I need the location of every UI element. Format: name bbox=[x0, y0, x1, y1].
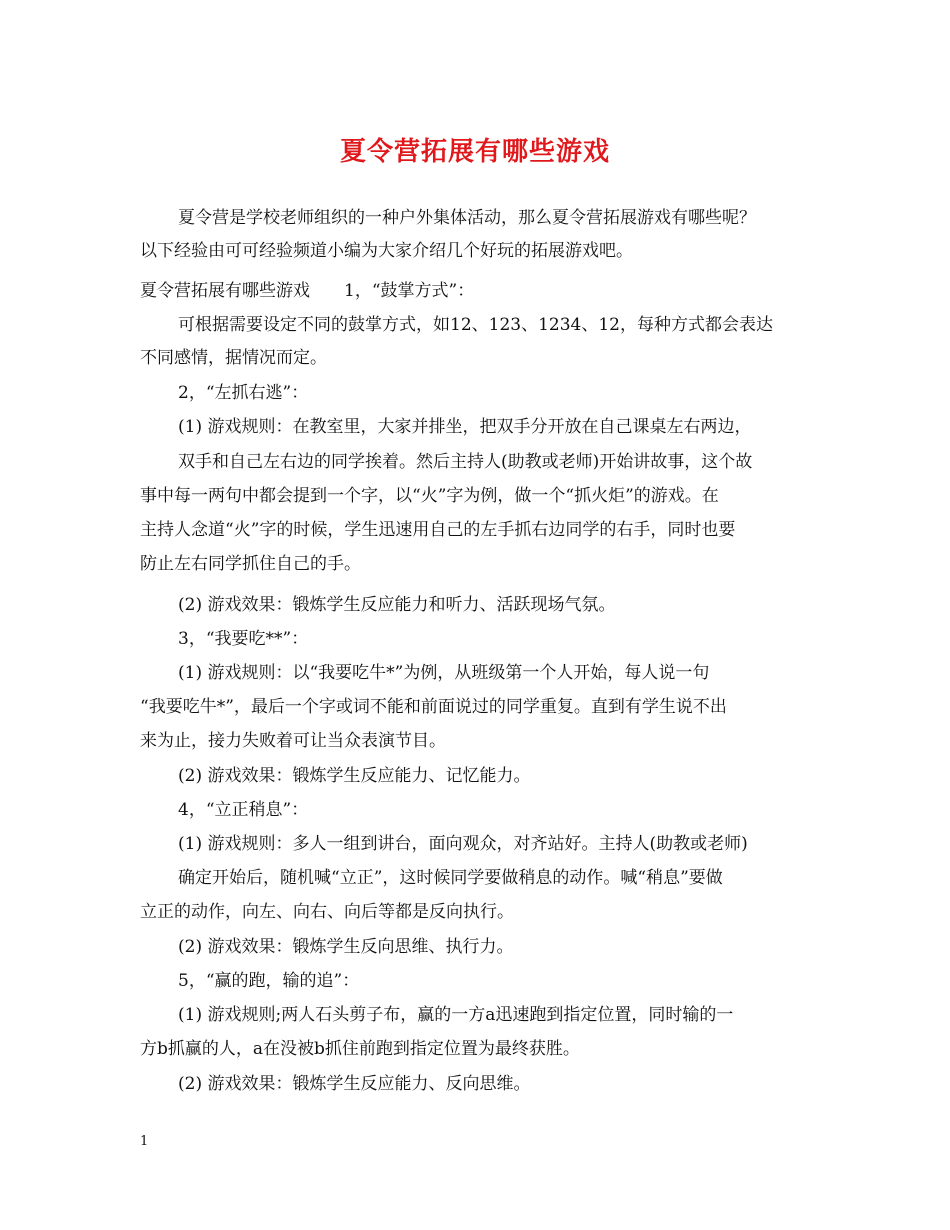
section-heading: 2，“左抓右逃”： bbox=[178, 383, 309, 403]
paragraph-line: 来为止，接力失败着可让当众表演节目。 bbox=[140, 731, 446, 751]
paragraph-line: 夏令营拓展有哪些游戏 1，“鼓掌方式”： bbox=[140, 281, 475, 301]
paragraph-line: 双手和自己左右边的同学挨着。然后主持人(助教或老师)开始讲故事，这个故 bbox=[178, 452, 753, 472]
paragraph-line: (2) 游戏效果：锻炼学生反应能力、反向思维。 bbox=[178, 1074, 531, 1094]
section-heading: 4，“立正稍息”： bbox=[178, 800, 309, 820]
section-heading: 3，“我要吃**”： bbox=[178, 629, 309, 649]
paragraph-line: (2) 游戏效果：锻炼学生反应能力、记忆能力。 bbox=[178, 766, 531, 786]
paragraph-line: 立正的动作，向左、向右、向后等都是反向执行。 bbox=[140, 902, 514, 922]
page-number: 1 bbox=[140, 1134, 149, 1149]
paragraph-line: 可根据需要设定不同的鼓掌方式，如12、123、1234、12，每种方式都会表达 bbox=[178, 315, 773, 335]
paragraph-line: 确定开始后，随机喊“立正”，这时候同学要做稍息的动作。喊“稍息”要做 bbox=[178, 868, 723, 888]
paragraph-line: (2) 游戏效果：锻炼学生反向思维、执行力。 bbox=[178, 937, 514, 957]
paragraph-line: 主持人念道“火”字的时候，学生迅速用自己的左手抓右边同学的右手，同时也要 bbox=[140, 520, 736, 540]
paragraph-line: (1) 游戏规则;两人石头剪子布，赢的一方a迅速跑到指定位置，同时输的一 bbox=[178, 1005, 734, 1025]
paragraph-line: 以下经验由可可经验频道小编为大家介绍几个好玩的拓展游戏吧。 bbox=[140, 241, 633, 261]
paragraph-line: 不同感情，据情况而定。 bbox=[140, 348, 327, 368]
paragraph-line: (1) 游戏规则：在教室里，大家并排坐，把双手分开放在自己课桌左右两边， bbox=[178, 417, 752, 437]
paragraph-line: (1) 游戏规则：多人一组到讲台，面向观众，对齐站好。主持人(助教或老师) bbox=[178, 834, 748, 854]
document-title: 夏令营拓展有哪些游戏 bbox=[339, 137, 610, 167]
paragraph-line: 夏令营是学校老师组织的一种户外集体活动，那么夏令营拓展游戏有哪些呢？ bbox=[178, 208, 756, 228]
paragraph-line: (1) 游戏规则：以“我要吃牛*”为例，从班级第一个人开始，每人说一句 bbox=[178, 663, 710, 683]
paragraph-line: 防止左右同学抓住自己的手。 bbox=[140, 554, 361, 574]
paragraph-line: “我要吃牛*”，最后一个字或词不能和前面说过的同学重复。直到有学生说不出 bbox=[140, 697, 727, 717]
section-heading: 5，“赢的跑，输的追”： bbox=[178, 971, 360, 991]
paragraph-line: 方b抓赢的人，a在没被b抓住前跑到指定位置为最终获胜。 bbox=[140, 1039, 580, 1059]
paragraph-line: 事中每一两句中都会提到一个字，以“火”字为例，做一个“抓火炬”的游戏。在 bbox=[140, 486, 719, 506]
paragraph-line: (2) 游戏效果：锻炼学生反应能力和听力、活跃现场气氛。 bbox=[178, 595, 616, 615]
